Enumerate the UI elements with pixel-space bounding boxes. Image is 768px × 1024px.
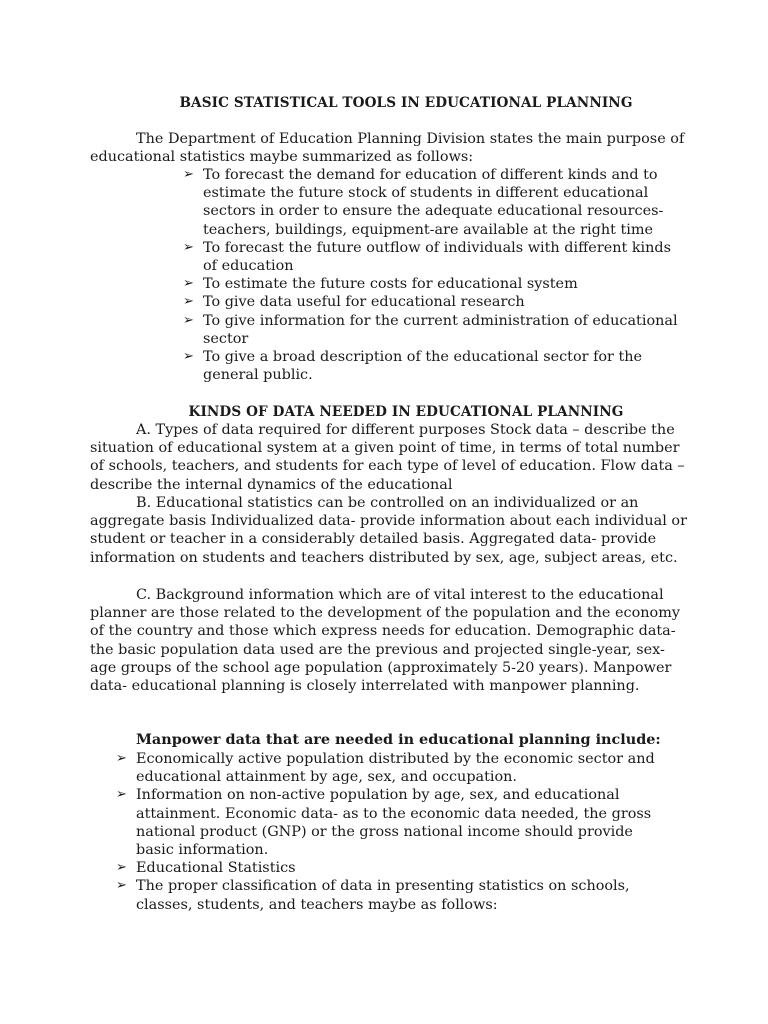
arrowhead-bullet-icon: ➢: [183, 276, 194, 292]
arrowhead-bullet-icon: ➢: [116, 751, 127, 766]
list-item-text: The proper classification of data in presenting statistics on schools, classes, students, and teachers maybe as follows:: [136, 878, 630, 913]
section-heading-kinds: KINDS OF DATA NEEDED IN EDUCATIONAL PLANNING: [188, 404, 624, 420]
arrowhead-bullet-icon: ➢: [116, 878, 127, 894]
manpower-list: [115, 750, 675, 914]
list-item-text: To give information for the current administration of educational sector: [203, 312, 678, 347]
list-item: [182, 348, 682, 384]
list-item-text: To forecast the future outflow of individuals with different kinds of education: [203, 239, 672, 275]
list-item: [115, 877, 675, 913]
list-item: [115, 786, 675, 859]
document-title: BASIC STATISTICAL TOOLS IN EDUCATIONAL PLANNING: [179, 95, 633, 111]
intro-paragraph: The Department of Education Planning Division states the main purpose of educational statistics maybe summarized as follows:: [90, 131, 685, 166]
arrowhead-bullet-icon: ➢: [183, 312, 194, 328]
list-item-text: To forecast the demand for education of different kinds and to estimate the future stock of students in different educational sectors in order to ensure the adequate educational resources- teachers, buildings, equipment-are available at the right time: [203, 167, 664, 238]
list-item-text: Economically active population distributed by the economic sector and educational attainment by age, sex, and occupation.: [136, 751, 655, 786]
paragraph-a: A. Types of data required for different purposes Stock data – describe the situation of educational system at a given point of time, in terms of total number of schools, teachers, and students for each type of level of education. Flow data – describe the internal dynamics of the educational: [90, 422, 685, 493]
list-item: [182, 166, 682, 239]
arrowhead-bullet-icon: ➢: [116, 787, 127, 803]
list-item-text: To give data useful for educational research: [203, 294, 525, 311]
arrowhead-bullet-icon: ➢: [116, 860, 127, 876]
purposes-list: [182, 166, 682, 384]
arrowhead-bullet-icon: ➢: [183, 239, 194, 255]
list-item: [182, 239, 682, 275]
list-item: [182, 293, 682, 311]
manpower-heading: Manpower data that are needed in educational planning include:: [136, 731, 661, 748]
arrowhead-bullet-icon: ➢: [183, 167, 194, 182]
arrowhead-bullet-icon: ➢: [183, 294, 194, 310]
list-item: [115, 750, 675, 786]
paragraph-c: C. Background information which are of vital interest to the educational planner are those related to the development of the population and the economy of the country and those which express needs for education. Demographic data- the basic population data used are the previous and projected single-year, sex-age groups of the school age population (approximately 5-20 years). Manpower data- educational planning is closely interrelated with manpower planning.: [90, 587, 680, 695]
arrowhead-bullet-icon: ➢: [183, 349, 194, 365]
list-item-text: Educational Statistics: [136, 860, 296, 877]
list-item-text: To give a broad description of the educational sector for the general public.: [203, 349, 643, 384]
list-item-text: Information on non-active population by age, sex, and educational attainment. Economic data- as to the economic data needed, the gross national product (GNP) or the gross national income should provide basic information.: [136, 787, 652, 859]
list-item: [115, 859, 675, 877]
list-item-text: To estimate the future costs for educational system: [203, 276, 578, 293]
paragraph-b: B. Educational statistics can be controlled on an individualized or an aggregate basis Individualized data- provide information about each individual or student or teacher in a considerably detailed basis. Aggregated data- provide information on students and teachers distributed by sex, age, subject areas, etc.: [90, 495, 687, 566]
list-item: [182, 312, 682, 348]
list-item: [182, 275, 682, 293]
